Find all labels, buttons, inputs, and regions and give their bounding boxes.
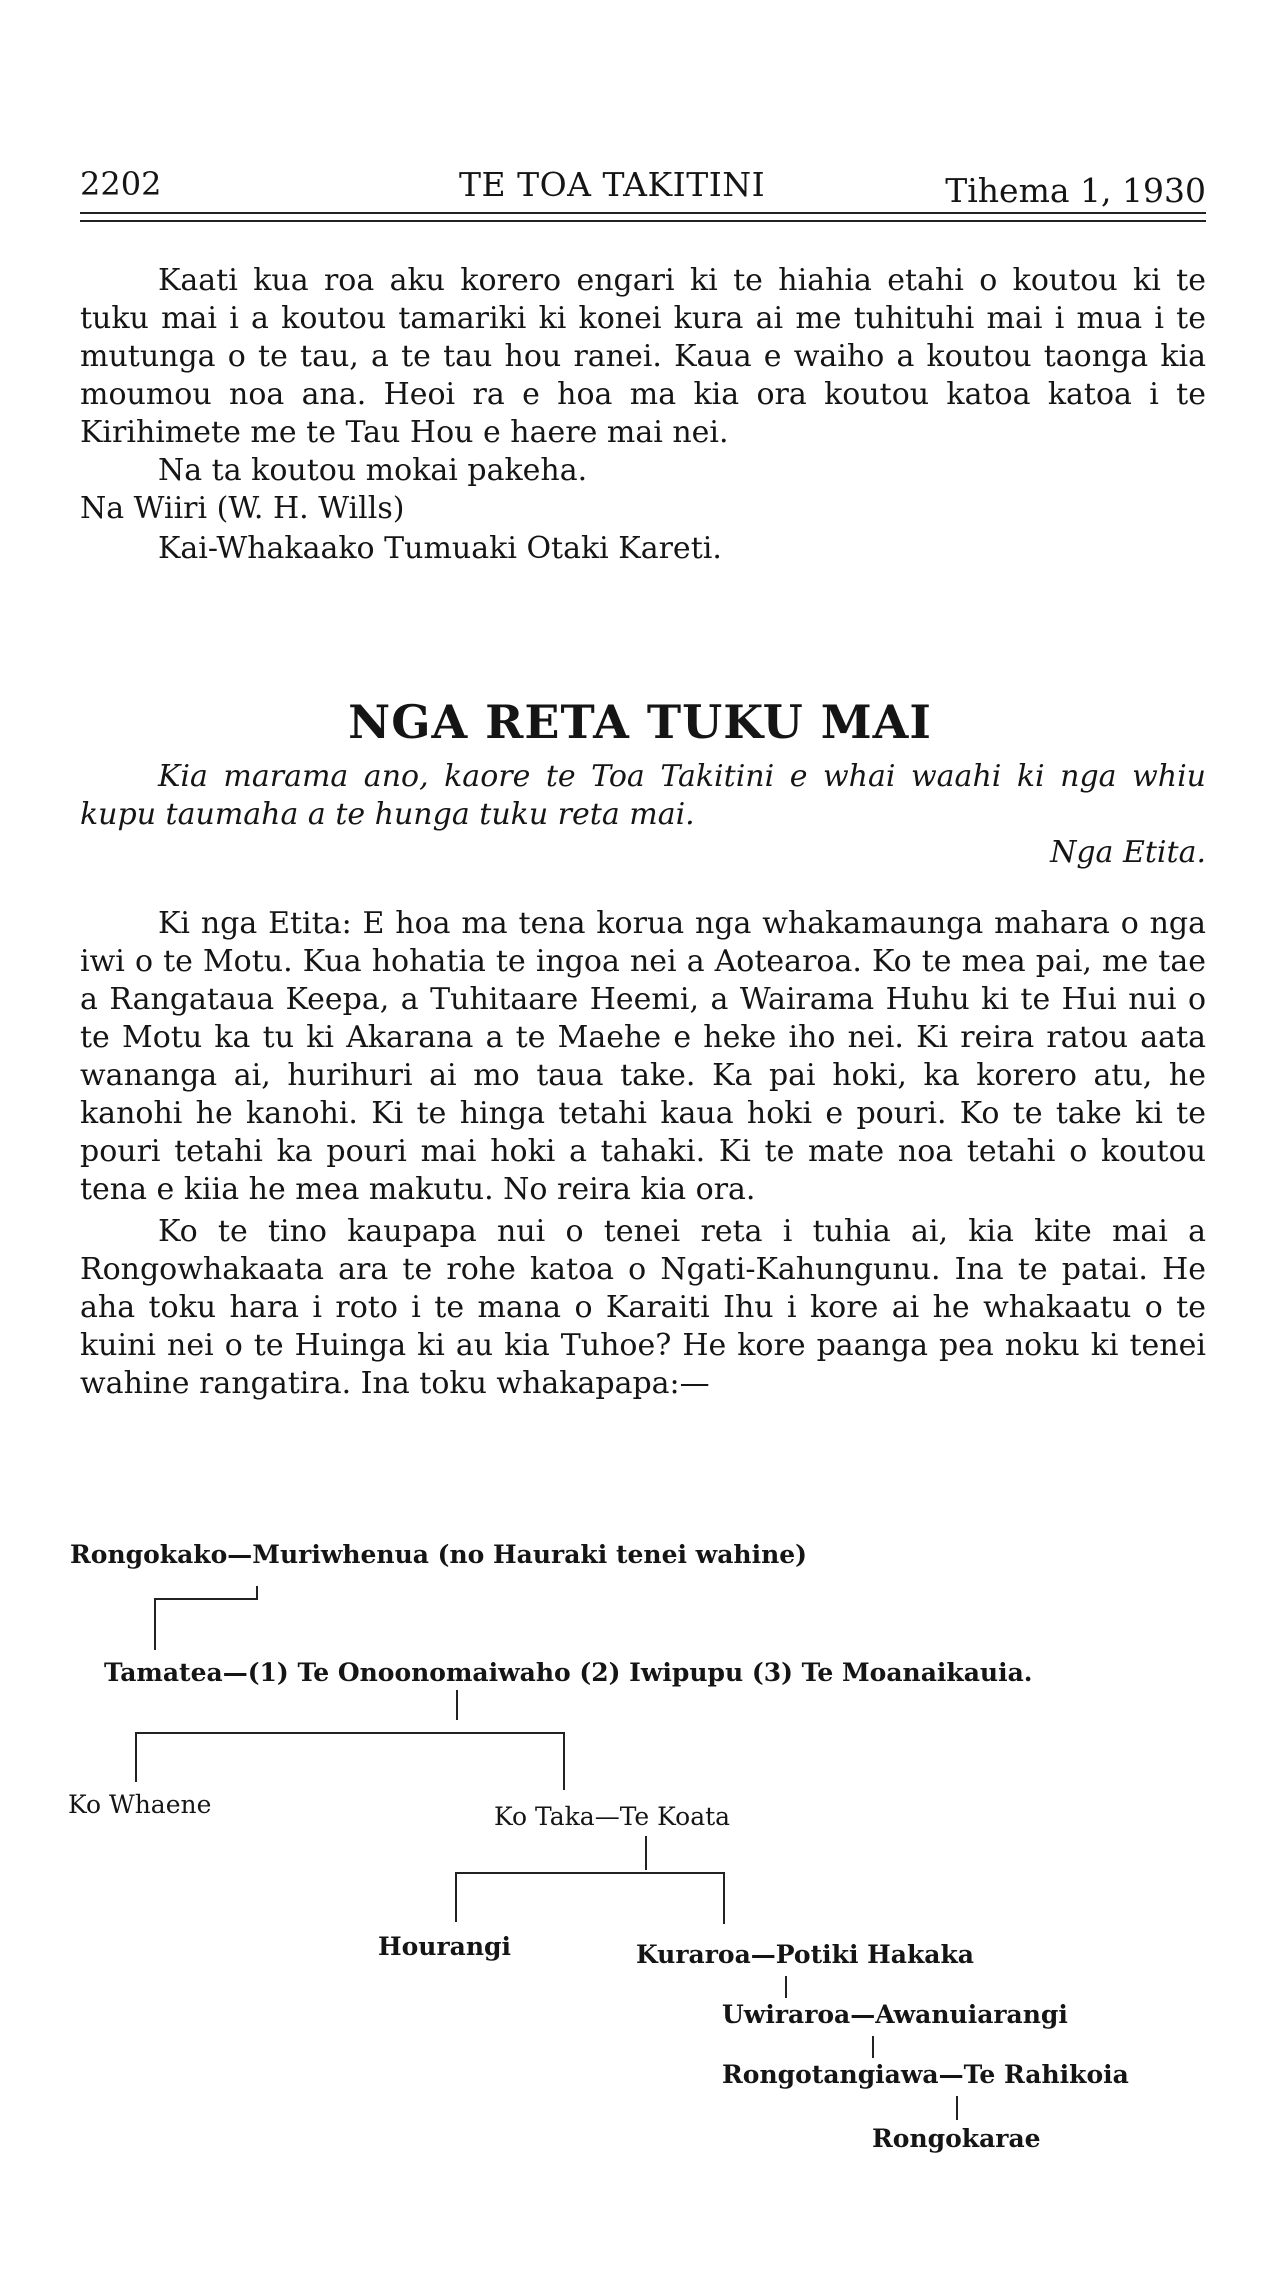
page-number: 2202 (80, 165, 162, 203)
genealogy-child-left: Hourangi (378, 1932, 511, 1961)
tree-connector (645, 1836, 647, 1870)
editorial-signature: Nga Etita. (1050, 835, 1206, 870)
tree-connector (872, 2036, 874, 2058)
section-title: NGA RETA TUKU MAI (348, 695, 932, 749)
closing-letter (80, 262, 1206, 568)
issue-date: Tihema 1, 1930 (945, 171, 1206, 210)
genealogy-row-1: Rongokako—Muriwhenua (no Hauraki tenei wahine) (70, 1540, 807, 1569)
genealogy-child-right: Kuraroa—Potiki Hakaka (636, 1940, 975, 1969)
tree-connector (154, 1598, 156, 1650)
genealogy-tree (0, 1540, 1280, 2240)
tree-connector (456, 1690, 458, 1720)
running-header (80, 165, 1206, 215)
signature: Na Wiiri (W. H. Wills) (80, 491, 405, 526)
genealogy-branch-right: Ko Taka—Te Koata (494, 1802, 731, 1831)
tree-connector (135, 1732, 565, 1734)
journal-title: TE TOA TAKITINI (459, 165, 766, 204)
letter-paragraph-1: Ki nga Etita: E hoa ma tena korua nga whakamaunga mahara o nga iwi o te Motu. Kua hohatia te ingoa nei a Aotearoa. Ko te mea pai, me tae a Rangataua Keepa, a Tuhitaare Heemi, a Wairama Huhu ki te Hui nui o te Motu ka tu ki Akarana a te Maehe e heke iho nei. Ki reira ratou aata wananga ai, hurihuri ai mo taua take. Ka pai hoki, ka korero atu, he kanohi he kanohi. Ki te hinga tetahi kaua hoki e pouri. Ko te take ki te pouri tetahi ka pouri mai hoki a tahaki. Ki te mate noa tetahi o koutou tena e kiia he mea makutu. No reira kia ora. (80, 906, 1206, 1207)
genealogy-gen-6: Rongotangiawa—Te Rahikoia (722, 2060, 1129, 2089)
editorial-note (80, 758, 1206, 872)
header-rule-bottom (80, 220, 1206, 222)
sign-off: Na ta koutou mokai pakeha. (158, 453, 588, 488)
tree-connector (256, 1586, 258, 1598)
genealogy-branch-left: Ko Whaene (68, 1790, 212, 1819)
tree-connector (723, 1872, 725, 1924)
closing-paragraph: Kaati kua roa aku korero engari ki te hiahia etahi o koutou ki te tuku mai i a koutou tamariki ki konei kura ai me tuhituhi mai i mua i te mutunga o te tau, a te tau hou ranei. Kaua e waiho a koutou taonga kia moumou noa ana. Heoi ra e hoa ma kia ora koutou katoa katoa i te Kirihimete me te Tau Hou e haere mai nei. (80, 263, 1206, 450)
tree-connector (135, 1732, 137, 1782)
tree-connector (154, 1598, 258, 1600)
genealogy-row-2: Tamatea—(1) Te Onoonomaiwaho (2) Iwipupu (3) Te Moanaikauia. (104, 1658, 1033, 1687)
tree-connector (956, 2096, 958, 2120)
genealogy-gen-7: Rongokarae (872, 2124, 1041, 2153)
tree-connector (455, 1872, 457, 1922)
letter-paragraph-2: Ko te tino kaupapa nui o tenei reta i tuhia ai, kia kite mai a Rongowhakaata ara te rohe katoa o Ngati-Kahungunu. Ina te patai. He aha toku hara i roto i te mana o Karaiti Ihu i kore ai he whakaatu o te kuini nei o te Huinga ki au kia Tuhoe? He kore paanga pea noku ki tenei wahine rangatira. Ina toku whakapapa:— (80, 1214, 1206, 1401)
tree-connector (455, 1872, 725, 1874)
tree-connector (563, 1732, 565, 1790)
genealogy-gen-5: Uwiraroa—Awanuiarangi (722, 2000, 1068, 2029)
letter-body (80, 905, 1206, 1403)
tree-connector (785, 1976, 787, 1998)
header-rule-top (80, 212, 1206, 214)
signature-position: Kai-Whakaako Tumuaki Otaki Kareti. (158, 531, 722, 566)
editorial-note-text: Kia marama ano, kaore te Toa Takitini e whai waahi ki nga whiu kupu taumaha a te hunga tuku reta mai. (80, 759, 1206, 832)
